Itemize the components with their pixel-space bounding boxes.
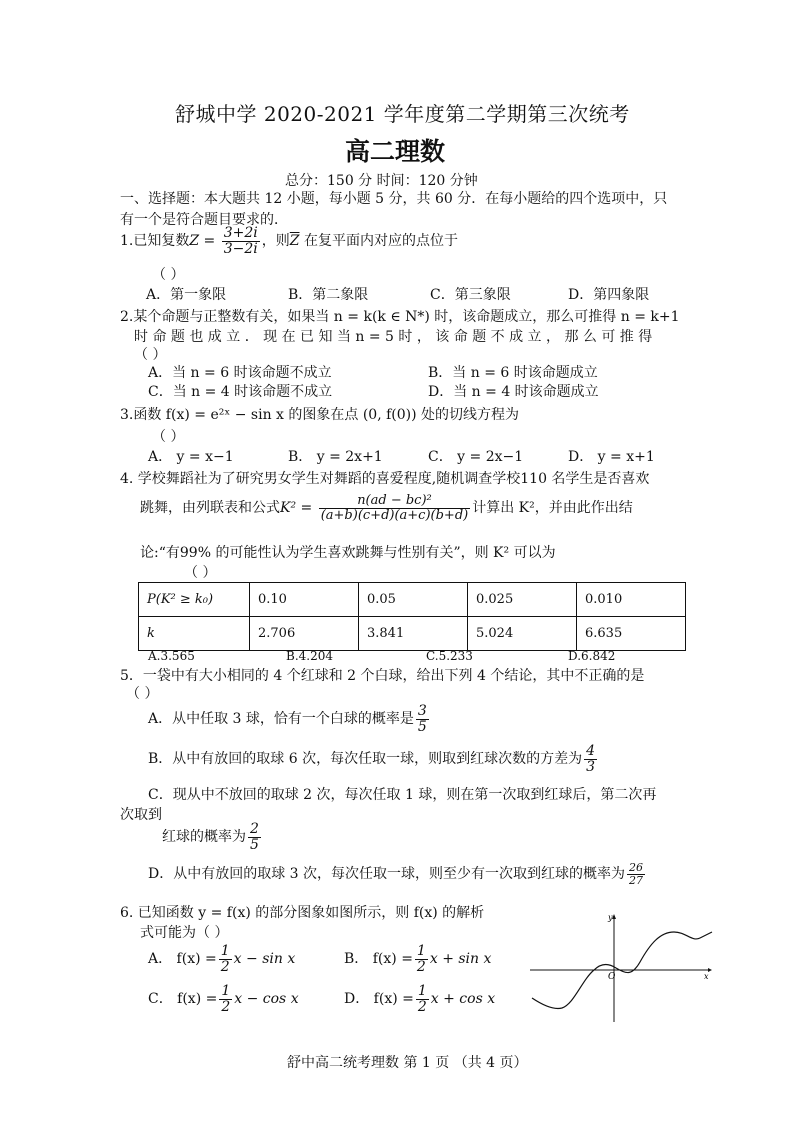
table-cell: 3.841 — [359, 617, 468, 651]
q1-stem-c: 在复平面内对应的点位于 — [303, 233, 458, 250]
exam-meta: 总分：150 分 时间：120 分钟 — [285, 173, 478, 189]
table-cell: 0.05 — [359, 583, 468, 617]
table-row — [139, 617, 686, 651]
q5-option-a — [148, 704, 431, 734]
q4-option-b: B.4.204 — [286, 649, 333, 663]
q3-option-c: C． y = 2x−1 — [428, 449, 524, 465]
frac-num: 1 — [417, 983, 427, 999]
q5-option-c-frac — [248, 822, 261, 852]
half-fraction — [219, 944, 232, 974]
y-axis-label: y — [608, 913, 613, 922]
frac-den: 5 — [250, 836, 259, 853]
q2-paren: （ ） — [134, 347, 167, 363]
q4-line3: 论:“有99% 的可能性认为学生喜欢跳舞与性别有关”，则 K² 可以为 — [140, 545, 556, 561]
q5-option-a-frac — [416, 704, 429, 734]
half-fraction — [415, 944, 428, 974]
q6-option-c — [148, 984, 299, 1014]
q6-option-a-lhs: A． f(x) = — [148, 951, 217, 968]
q5-option-c-text: 红球的概率为 — [162, 829, 246, 846]
q4-paren: （ ） — [184, 565, 217, 581]
q6-option-d-lhs: D． f(x) = — [344, 991, 414, 1008]
z-symbol: Z — [189, 233, 200, 250]
q4-option-a: A.3.565 — [148, 649, 195, 663]
q6-option-d — [344, 984, 495, 1014]
q6-option-d-rhs: x + cos x — [430, 991, 496, 1008]
q5-option-d-frac — [627, 862, 645, 886]
q1-stem-b: ，则 — [261, 233, 290, 250]
table-cell: 2.706 — [250, 617, 359, 651]
frac-den: 27 — [629, 873, 644, 887]
q2-option-b: B．当 n = 6 时该命题成立 — [428, 365, 598, 381]
q6-option-b-lhs: B． f(x) = — [344, 951, 413, 968]
table-cell: 0.10 — [250, 583, 359, 617]
q5-option-c-line3 — [162, 822, 263, 852]
frac-num: 1 — [220, 943, 230, 959]
q1-option-a: A．第一象限 — [146, 287, 227, 303]
q6-option-a-rhs: x − sin x — [233, 951, 296, 968]
frac-num: 1 — [221, 983, 231, 999]
q1-option-c: C．第三象限 — [430, 287, 511, 303]
q4-k2-symbol: K² = — [280, 500, 313, 517]
q4-line2-a: 跳舞，由列联表和公式 — [140, 500, 280, 517]
frac-den: 2 — [416, 958, 426, 975]
q1-paren: （ ） — [152, 267, 185, 283]
q3-stem: 3.函数 f(x) = e²ˣ − sin x 的图象在点 (0, f(0)) 处的切线方程为 — [120, 407, 520, 423]
q6-option-a — [148, 944, 295, 974]
origin-label: O — [608, 972, 616, 982]
q6-line2: 式可能为（ ） — [140, 925, 229, 941]
q5-option-d-text: D．从中有放回的取球 3 次，每次任取一球，则至少有一次取到红球的概率为 — [148, 866, 626, 883]
frac-den: 3 — [586, 758, 596, 775]
frac-num: 1 — [416, 943, 426, 959]
q1-frac-den: 3−2i — [223, 240, 258, 257]
chi-square-table — [138, 582, 686, 651]
frac-num: 4 — [586, 743, 596, 759]
half-fraction — [416, 984, 429, 1014]
q4-line2 — [140, 494, 633, 522]
q5-option-b-text: B．从中有放回的取球 6 次，每次任取一球，则取到红球次数的方差为 — [148, 751, 583, 768]
half-fraction — [219, 984, 232, 1014]
table-cell: 0.025 — [468, 583, 577, 617]
y-axis-arrow — [612, 914, 616, 919]
q4-option-d: D.6.842 — [568, 649, 616, 663]
q2-line1: 2.某个命题与正整数有关，如果当 n = k(k ∈ N*) 时，该命题成立，那么可推得 n = k+1 — [120, 309, 680, 325]
frac-den: 5 — [417, 718, 427, 735]
q6-line1: 6. 已知函数 y = f(x) 的部分图象如图所示，则 f(x) 的解析 — [120, 905, 485, 921]
table-cell: 6.635 — [577, 617, 686, 651]
section-instruction-line2: 有一个是符合题目要求的． — [120, 212, 288, 228]
q3-option-a: A． y = x−1 — [148, 449, 234, 465]
q5-paren: （ ） — [126, 686, 159, 702]
q2-line2: 时 命 题 也 成 立 ． 现 在 已 知 当 n = 5 时 ， 该 命 题 不 成 立 ， 那 么 可 推 得 — [134, 329, 653, 345]
q4-formula — [319, 494, 471, 522]
q1-fraction — [222, 226, 260, 256]
q3-option-d: D． y = x+1 — [568, 449, 655, 465]
q1-stem-a: 1.已知复数 — [120, 233, 190, 250]
frac-num: 3 — [417, 703, 427, 719]
q5-option-c-line2: 次取到 — [120, 807, 162, 823]
x-axis-label: x — [704, 972, 709, 981]
q2-option-d: D．当 n = 4 时该命题成立 — [428, 384, 599, 400]
q1-stem: 1.已知复数Z = $\frac{3+2i}{3-2i}$ ，则$\overline{Z}$ 在复平面内对应的点位于 — [120, 225, 458, 257]
q4-line1: 4. 学校舞蹈社为了研究男女学生对舞蹈的喜爱程度,随机调查学校110 名学生是否喜欢 — [120, 471, 650, 487]
exam-title: 舒城中学 2020-2021 学年度第二学期第三次统考 — [175, 102, 630, 126]
frac-den: 2 — [221, 998, 231, 1015]
q4-line2-b: 计算出 K²，并由此作出结 — [472, 500, 633, 517]
q3-option-b: B． y = 2x+1 — [288, 449, 383, 465]
q2-option-a: A．当 n = 6 时该命题不成立 — [148, 365, 332, 381]
q3-paren: （ ） — [152, 429, 185, 445]
q5-option-b — [148, 744, 599, 774]
q1-frac-num: 3+2i — [223, 225, 258, 241]
q6-option-c-rhs: x − cos x — [234, 991, 299, 1008]
q2-option-c: C．当 n = 4 时该命题不成立 — [148, 384, 333, 400]
section-instruction-line1: 一、选择题：本大题共 12 小题，每小题 5 分，共 60 分．在每小题给的四个选项中，只 — [120, 191, 668, 207]
table-cell: P(K² ≥ k₀) — [139, 583, 250, 617]
q4-formula-den: (a+b)(c+d)(a+c)(b+d) — [320, 507, 469, 523]
table-cell: 5.024 — [468, 617, 577, 651]
frac-num: 26 — [629, 861, 644, 874]
q4-option-c: C.5.233 — [426, 649, 473, 663]
q5-option-d — [148, 862, 647, 886]
x-axis-arrow — [708, 968, 712, 972]
q5-stem: 5．一袋中有大小相同的 4 个红球和 2 个白球，给出下列 4 个结论，其中不正确的是 — [120, 668, 645, 684]
table-row — [139, 583, 686, 617]
function-graph — [528, 910, 714, 1026]
q5-option-a-text: A．从中任取 3 球，恰有一个白球的概率是 — [148, 711, 414, 728]
q4-formula-num: n(ad − bc)² — [319, 494, 471, 509]
table-cell: 0.010 — [577, 583, 686, 617]
frac-den: 2 — [220, 958, 230, 975]
q1-option-d: D．第四象限 — [568, 287, 650, 303]
page-footer: 舒中高二统考理数 第 1 页 （共 4 页） — [287, 1055, 528, 1071]
table-cell: k — [139, 617, 250, 651]
q6-option-b — [344, 944, 491, 974]
q5-option-b-frac — [584, 744, 597, 774]
z-conj-symbol: $\overline{Z}$ — [289, 233, 300, 250]
q5-option-c-line1: C．现从中不放回的取球 2 次，每次任取 1 球，则在第一次取到红球后，第二次再 — [148, 787, 657, 803]
q6-option-c-lhs: C． f(x) = — [148, 991, 218, 1008]
q6-option-b-rhs: x + sin x — [429, 951, 492, 968]
frac-num: 2 — [250, 821, 259, 837]
q1-option-b: B．第二象限 — [288, 287, 369, 303]
exam-subtitle: 高二理数 — [345, 137, 446, 166]
frac-den: 2 — [417, 998, 427, 1015]
